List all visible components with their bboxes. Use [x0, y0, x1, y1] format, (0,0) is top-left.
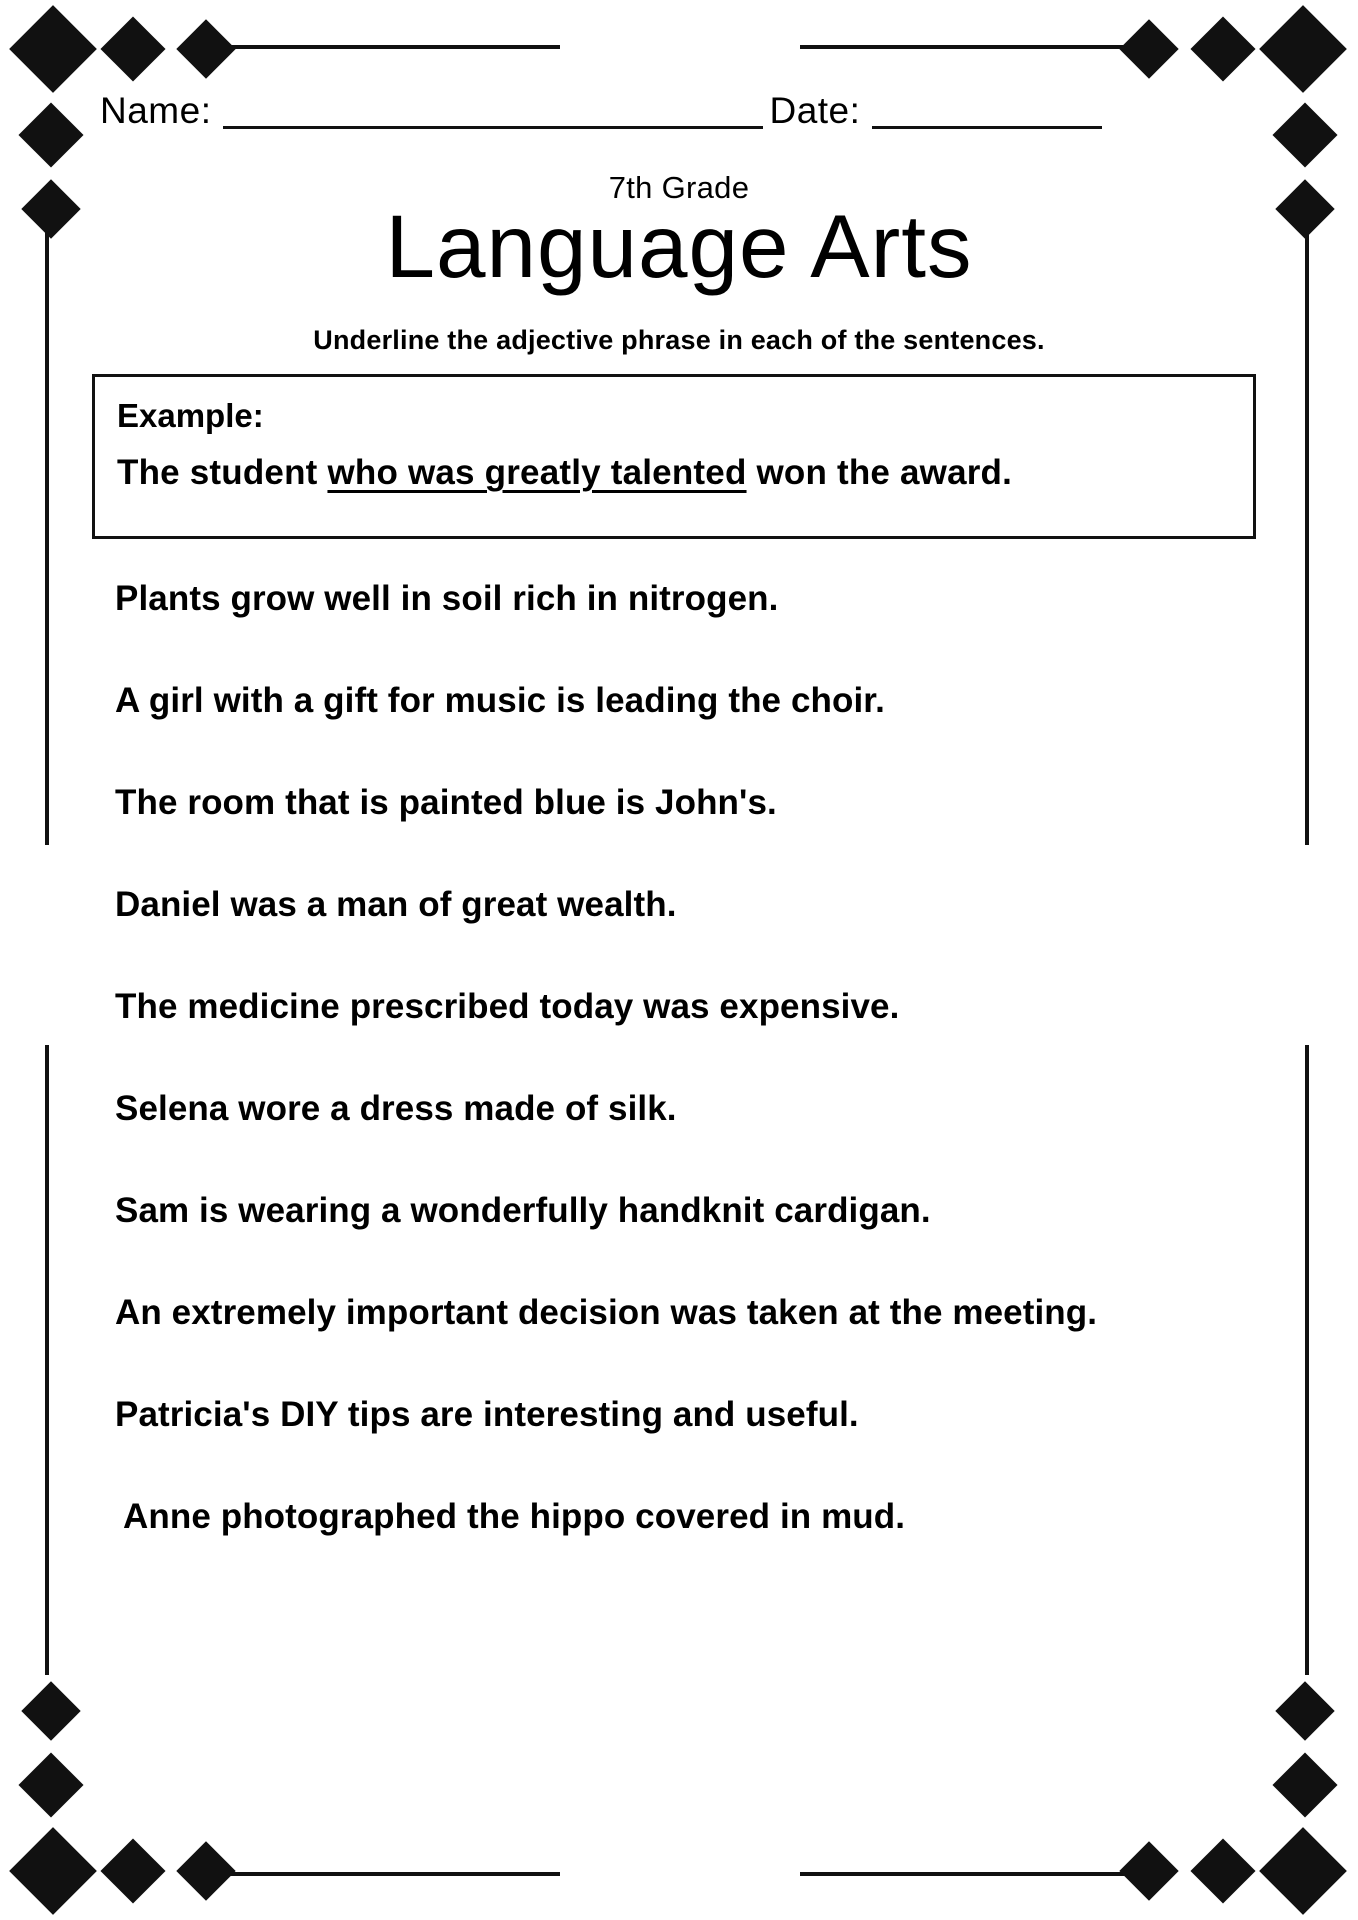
- sentence-item-10[interactable]: Anne photographed the hippo covered in mud.: [123, 1497, 906, 1536]
- sentence-item-9[interactable]: Patricia's DIY tips are interesting and useful.: [115, 1395, 859, 1434]
- frame-line-right-lower: [1305, 1045, 1309, 1675]
- corner-diamond: [100, 1838, 165, 1903]
- frame-line-bottom-right: [800, 1872, 1130, 1876]
- frame-line-top-right: [800, 45, 1130, 49]
- frame-line-left-upper: [45, 205, 49, 845]
- instruction-text: Underline the adjective phrase in each of the sentences.: [313, 325, 1045, 355]
- frame-line-top-left: [205, 45, 560, 49]
- corner-diamond: [18, 102, 83, 167]
- frame-line-right-upper: [1305, 205, 1309, 845]
- sentence-item-5[interactable]: The medicine prescribed today was expensive.: [115, 987, 900, 1026]
- corner-diamond: [1272, 102, 1337, 167]
- sentence-item-3[interactable]: The room that is painted blue is John's.: [115, 783, 777, 822]
- name-date-row: [100, 92, 1270, 129]
- corner-diamond: [1190, 16, 1255, 81]
- corner-diamond: [100, 16, 165, 81]
- corner-diamond: [1119, 19, 1178, 78]
- sentence-item-1[interactable]: Plants grow well in soil rich in nitrogen.: [115, 579, 779, 618]
- corner-diamond: [1259, 1827, 1347, 1915]
- sentence-item-2[interactable]: A girl with a gift for music is leading the choir.: [115, 681, 885, 720]
- sentence-item-8[interactable]: An extremely important decision was taken at the meeting.: [115, 1293, 1098, 1332]
- sentence-item-7[interactable]: Sam is wearing a wonderfully handknit cardigan.: [115, 1191, 931, 1230]
- corner-diamond: [1272, 1752, 1337, 1817]
- example-label: Example:: [117, 397, 264, 434]
- name-input-line[interactable]: [223, 96, 763, 129]
- corner-diamond: [1275, 1681, 1334, 1740]
- frame-line-bottom-left: [205, 1872, 560, 1876]
- corner-diamond: [9, 1827, 97, 1915]
- corner-diamond: [1259, 5, 1347, 93]
- sentence-item-6[interactable]: Selena wore a dress made of silk.: [115, 1089, 677, 1128]
- corner-diamond: [18, 1752, 83, 1817]
- page-title: Language Arts: [385, 196, 973, 296]
- example-after: won the award.: [746, 453, 1013, 492]
- corner-diamond: [1119, 1841, 1178, 1900]
- example-sentence: [117, 453, 1231, 493]
- sentence-list: [115, 575, 1295, 1595]
- grade-label: 7th Grade: [608, 170, 750, 205]
- corner-diamond: [176, 1841, 235, 1900]
- name-label: Name:: [100, 90, 212, 131]
- frame-line-left-lower: [45, 1045, 49, 1675]
- corner-diamond: [21, 1681, 80, 1740]
- example-before: The student: [117, 453, 328, 492]
- sentence-item-4[interactable]: Daniel was a man of great wealth.: [115, 885, 677, 924]
- corner-diamond: [176, 19, 235, 78]
- corner-diamond: [1190, 1838, 1255, 1903]
- example-underlined-phrase: who was greatly talented: [327, 453, 747, 492]
- date-input-line[interactable]: [872, 96, 1102, 129]
- corner-diamond: [9, 5, 97, 93]
- date-label: Date:: [769, 90, 861, 131]
- example-box: [92, 374, 1256, 539]
